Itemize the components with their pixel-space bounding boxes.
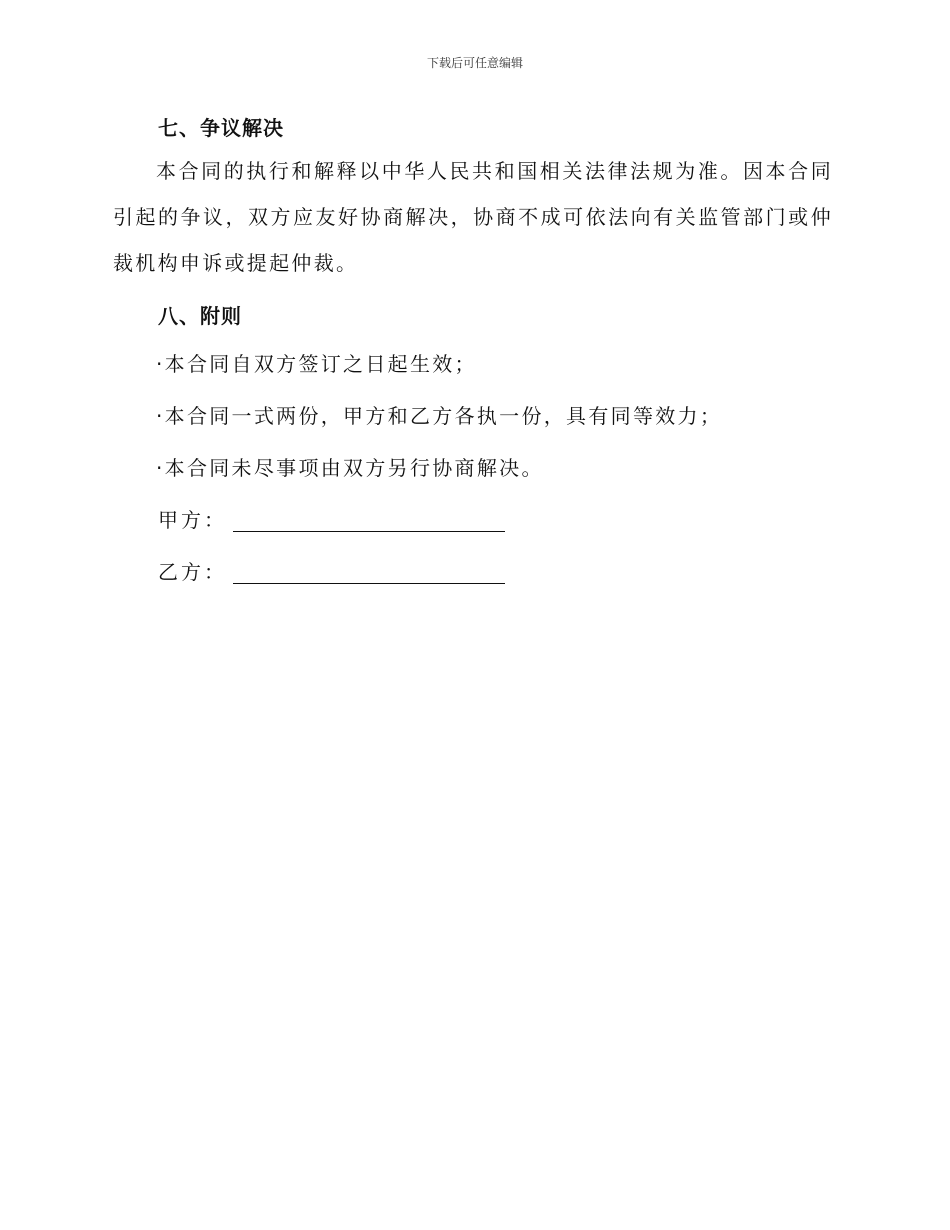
appendix-item-copies: ·本合同一式两份，甲方和乙方各执一份，具有同等效力； bbox=[156, 404, 723, 428]
signature-row-party-a bbox=[158, 494, 833, 546]
dispute-paragraph: 本合同的执行和解释以中华人民共和国相关法律法规为准。因本合同引起的争议，双方应友好协商解决，协商不成可依法向有关监管部门或仲裁机构申诉或提起仲裁。 bbox=[113, 159, 833, 275]
party-a-label: 甲方： bbox=[158, 508, 227, 532]
signature-row-party-b bbox=[158, 546, 833, 598]
party-a-signature-line[interactable] bbox=[233, 509, 505, 532]
party-b-signature-line[interactable] bbox=[233, 561, 505, 584]
section-heading-dispute: 七、争议解决 bbox=[158, 116, 284, 140]
section-heading-appendix: 八、附则 bbox=[158, 304, 242, 328]
document-body bbox=[113, 112, 833, 598]
party-b-label: 乙方： bbox=[158, 560, 227, 584]
page-header: 下载后可任意编辑 bbox=[426, 56, 523, 70]
appendix-item-other-matters: ·本合同未尽事项由双方另行协商解决。 bbox=[156, 456, 544, 480]
appendix-item-effective: ·本合同自双方签订之日起生效； bbox=[156, 352, 477, 376]
